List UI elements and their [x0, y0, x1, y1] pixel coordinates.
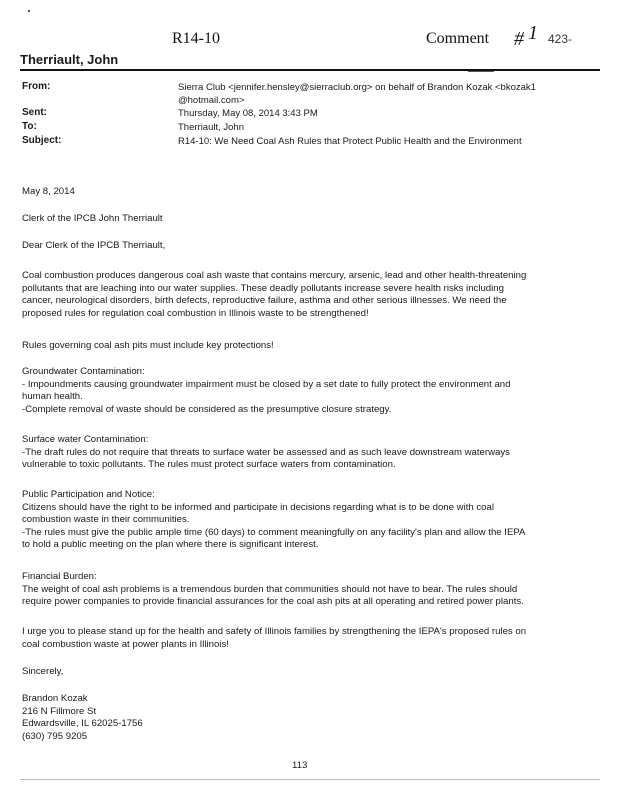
- from-value-line: @hotmail.com>: [178, 95, 245, 106]
- signer-street: 216 N Fillmore St: [22, 705, 97, 717]
- from-value: [178, 81, 578, 107]
- letter-date: May 8, 2014: [22, 186, 75, 197]
- signature-block: [22, 693, 143, 743]
- text-line: vulnerable to toxic pollutants. The rules must protect surface waters from contamination.: [22, 459, 396, 471]
- signer-name: Brandon Kozak: [22, 693, 88, 704]
- letter-addressee: Clerk of the IPCB John Therriault: [22, 213, 163, 224]
- sent-value: Thursday, May 08, 2014 3:43 PM: [178, 108, 318, 119]
- docket-number: R14-10: [172, 30, 220, 47]
- to-label: To:: [22, 121, 37, 132]
- page-number: 113: [292, 760, 308, 771]
- comment-label: Comment: [426, 30, 490, 47]
- signer-phone: (630) 795 9205: [22, 730, 88, 742]
- text-line: - Impoundments causing groundwater impairment must be closed by a set date to fully protect the environment and: [22, 378, 511, 390]
- subject-label: Subject:: [22, 135, 62, 146]
- subject-value: R14-10: We Need Coal Ash Rules that Protect Public Health and the Environment: [178, 136, 522, 147]
- text-line: proposed rules for regulation coal combustion in Illinois waste to be strengthened!: [22, 307, 369, 319]
- groundwater-section: [22, 366, 602, 416]
- closing-paragraph: [22, 626, 602, 651]
- intro-paragraph: [22, 270, 602, 320]
- scan-speck: [468, 71, 494, 72]
- sent-label: Sent:: [22, 107, 47, 118]
- text-line: combustion waste in their communities.: [22, 514, 190, 526]
- text-line: cancer, neurological disorders, birth defects, reproductive failure, asthma and other serious illnesses. We need the: [22, 295, 507, 307]
- text-line: The weight of coal ash problems is a tremendous burden that communities should not have to bear. The rules should: [22, 583, 518, 595]
- text-line: -The rules must give the public ample time (60 days) to comment meaningfully on any facility's plan and allow the IEPA: [22, 526, 526, 538]
- scan-speck: [28, 10, 30, 12]
- text-line: to hold a public meeting on the plan where there is significant interest.: [22, 539, 319, 551]
- public-participation-section: [22, 489, 602, 552]
- header-divider: [20, 69, 600, 71]
- text-line: Citizens should have the right to be informed and participate in decisions regarding what is to be done with coal: [22, 501, 494, 513]
- section-heading: Public Participation and Notice:: [22, 489, 155, 500]
- surface-water-section: [22, 434, 602, 472]
- signoff: Sincerely,: [22, 666, 64, 677]
- section-heading: Financial Burden:: [22, 571, 97, 582]
- protections-intro: Rules governing coal ash pits must include key protections!: [22, 340, 274, 351]
- letter-salutation: Dear Clerk of the IPCB Therriault,: [22, 240, 166, 251]
- text-line: pollutants that are leaching into our water supplies. These deadly pollutants increase severe health risks including: [22, 282, 504, 294]
- comment-number: 1: [528, 22, 538, 44]
- text-line: I urge you to please stand up for the health and safety of Illinois families by strengthening the IEPA's proposed rules on: [22, 626, 527, 637]
- from-value-line: Sierra Club <jennifer.hensley@sierraclub.org> on behalf of Brandon Kozak <bkozak1: [178, 82, 536, 93]
- financial-section: [22, 571, 602, 609]
- section-heading: Groundwater Contamination:: [22, 366, 145, 377]
- comment-hash: #: [514, 28, 524, 50]
- text-line: -Complete removal of waste should be considered as the presumptive closure strategy.: [22, 403, 392, 415]
- sender-name: Therriault, John: [20, 52, 119, 67]
- signer-city: Edwardsville, IL 62025-1756: [22, 718, 143, 730]
- text-line: -The draft rules do not require that threats to surface water be assessed and as such leave downstream waterways: [22, 446, 510, 458]
- text-line: human health.: [22, 391, 83, 403]
- from-label: From:: [22, 81, 51, 92]
- comment-suffix: 423-: [548, 32, 573, 46]
- text-line: coal combustion waste at power plants in Illinois!: [22, 638, 229, 650]
- section-heading: Surface water Contamination:: [22, 434, 149, 445]
- scan-edge: [20, 779, 600, 780]
- text-line: require power companies to provide financial assurances for the coal ash pits at all operating and retired power plants.: [22, 596, 524, 608]
- text-line: Coal combustion produces dangerous coal ash waste that contains mercury, arsenic, lead and other health-threatening: [22, 270, 527, 281]
- to-value: Therriault, John: [178, 122, 245, 133]
